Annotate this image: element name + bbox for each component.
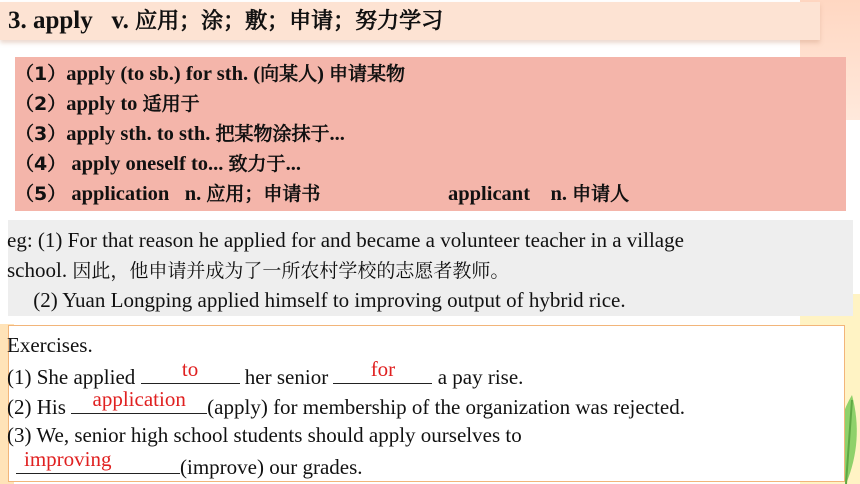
- usage-meaning: 适用于: [142, 93, 200, 115]
- exercise-heading: Exercises.: [7, 333, 93, 357]
- usage-phrase: application n.: [66, 183, 207, 205]
- example-text: school.: [7, 258, 73, 282]
- usage-phrase: apply (to sb.) for sth. (: [66, 63, 261, 85]
- usage-phrase: apply sth. to sth.: [66, 123, 216, 145]
- question-text: a pay rise.: [432, 365, 524, 389]
- example-line-1: eg: (1) For that reason he applied for and became a volunteer teacher in a village: [7, 228, 684, 252]
- usage-meaning: 应用；申请书: [206, 183, 321, 205]
- question-text: (1) She applied: [7, 365, 141, 389]
- question-text: (improve) our grades.: [180, 455, 363, 479]
- applicant-meaning: 申请人: [572, 183, 630, 205]
- usage-number: （4）: [15, 153, 67, 175]
- title-bar: [0, 2, 820, 40]
- answer-blank: [141, 357, 240, 384]
- usage-phrase: apply oneself to...: [66, 153, 229, 175]
- usage-item: [15, 151, 301, 177]
- answer-text: for: [370, 357, 396, 381]
- answer-text: to: [181, 357, 199, 381]
- example-line-2: [7, 256, 509, 285]
- usage-number: （5）: [15, 183, 67, 205]
- applicant-entry: [448, 181, 629, 207]
- usage-meaning: 把某物涂抹于: [215, 123, 330, 145]
- answer-text: improving: [24, 447, 112, 471]
- page-title: [8, 6, 443, 37]
- question-text: (apply) for membership of the organization was rejected.: [207, 395, 685, 419]
- question-text: her senior: [239, 365, 334, 389]
- answer-text: application: [92, 387, 186, 411]
- usage-item: [15, 121, 345, 147]
- usage-phrase: apply to: [66, 93, 143, 115]
- answer-blank: [333, 357, 432, 384]
- usage-phrase: ): [317, 63, 330, 85]
- usage-number: （3）: [15, 123, 67, 145]
- usage-meaning: 申请某物: [329, 63, 406, 85]
- title-meanings: 应用；涂；敷；申请；努力学习: [135, 9, 444, 34]
- usage-number: （2）: [15, 93, 67, 115]
- usage-meaning: 向某人: [260, 63, 318, 85]
- question-text: (2) His: [7, 395, 72, 419]
- exercise-3: (3) We, senior high school students should apply ourselves to: [7, 423, 522, 447]
- exercise-2: [7, 387, 685, 421]
- usage-item: [15, 91, 200, 117]
- title-word: 3. apply v.: [8, 7, 136, 34]
- exercise-3-answer-line: [16, 447, 363, 481]
- usage-meaning: 致力于: [228, 153, 286, 175]
- usage-phrase: ...: [329, 123, 345, 145]
- applicant-word: applicant n.: [448, 183, 573, 205]
- usage-item: [15, 181, 320, 207]
- example-line-3: (2) Yuan Longping applied himself to improving output of hybrid rice.: [7, 288, 626, 312]
- answer-blank: [16, 447, 180, 474]
- example-translation: 因此，他申请并成为了一所农村学校的志愿者教师。: [72, 260, 510, 282]
- usage-phrase: ...: [285, 153, 301, 175]
- usage-number: （1）: [15, 63, 67, 85]
- usage-item: [15, 61, 405, 87]
- answer-blank: [71, 387, 207, 414]
